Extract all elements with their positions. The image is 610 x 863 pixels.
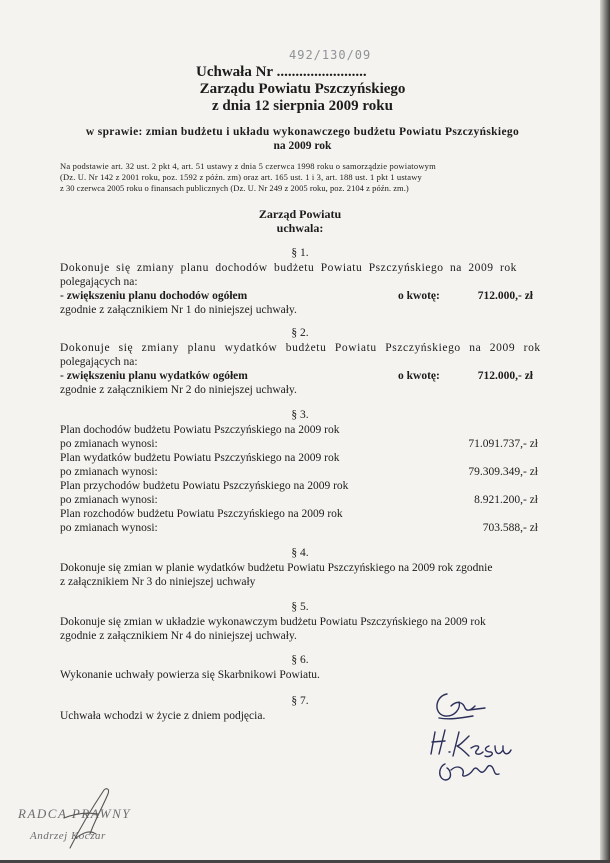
plan-row-value: 703.588,- zł bbox=[482, 522, 538, 534]
section-5-line2: zgodnie z załącznikiem Nr 4 do niniejszej uchwały. bbox=[60, 630, 297, 642]
section-1-line3: zgodnie z załącznikiem Nr 1 do niniejszej uchwały. bbox=[60, 304, 297, 316]
section-4-line2: z załącznikiem Nr 3 do niniejszej uchwały bbox=[60, 576, 256, 588]
section-5-line1: Dokonuje się zmian w układzie wykonawczym budżetu Powiatu Pszczyńskiego na 2009 rok bbox=[60, 616, 486, 628]
stamp-title: RADCA PRAWNY bbox=[18, 806, 131, 821]
stamp-name: Andrzej Koczar bbox=[30, 830, 106, 842]
section-6-line1: Wykonanie uchwały powierza się Skarbnikowi Powiatu. bbox=[60, 669, 320, 681]
resolves-heading: uchwala: bbox=[276, 221, 324, 235]
plan-row-sub: po zmianach wynosi: bbox=[60, 494, 158, 506]
plan-row-value: 79.309.349,- zł bbox=[468, 466, 538, 478]
section-5-mark: § 5. bbox=[291, 601, 309, 613]
plan-row-label: Plan przychodów budżetu Powiatu Pszczyńskiego na 2009 rok bbox=[60, 480, 349, 492]
plan-row-sub: po zmianach wynosi: bbox=[60, 466, 158, 478]
legal-basis-line3: z 30 czerwca 2005 roku o finansach publicznych (Dz. U. Nr 249 z 2005 roku, poz. 2104 z późn. zm.) bbox=[60, 183, 409, 193]
number-dots: ........................ bbox=[276, 64, 367, 80]
section-6-mark: § 6. bbox=[291, 654, 309, 666]
section-1-amount: 712.000,- zł bbox=[477, 290, 533, 302]
handwritten-signatures bbox=[425, 684, 515, 784]
resolution-label: Uchwała Nr bbox=[196, 64, 273, 80]
stamp-signature-scribble bbox=[40, 778, 120, 858]
legal-basis-line1: Na podstawie art. 32 ust. 2 pkt 4, art. 51 ustawy z dnia 5 czerwca 1998 roku o samorządzie powiatowym bbox=[60, 161, 436, 171]
plan-row-label: Plan wydatków budżetu Powiatu Pszczyńskiego na 2009 rok bbox=[60, 452, 340, 464]
board-heading: Zarząd Powiatu bbox=[258, 207, 342, 221]
section-7-mark: § 7. bbox=[291, 695, 309, 707]
handwritten-resolution-number: 492/130/09 bbox=[289, 48, 372, 62]
section-2-amount-label: o kwotę: bbox=[398, 370, 440, 382]
section-2-line1: Dokonuje się zmiany planu wydatków budżetu Powiatu Pszczyńskiego na 2009 rok bbox=[60, 342, 541, 354]
section-2-line3: zgodnie z załącznikiem Nr 2 do niniejszej uchwały. bbox=[60, 384, 297, 396]
section-1-mark: § 1. bbox=[291, 247, 309, 259]
section-4-line1: Dokonuje się zmian w planie wydatków budżetu Powiatu Pszczyńskiego na 2009 rok zgodnie bbox=[60, 562, 493, 574]
plan-row-sub: po zmianach wynosi: bbox=[60, 438, 158, 450]
section-4-mark: § 4. bbox=[291, 547, 309, 559]
plan-row-value: 8.921.200,- zł bbox=[474, 494, 538, 506]
resolution-date: z dnia 12 sierpnia 2009 roku bbox=[211, 98, 393, 114]
subject-line1: w sprawie: zmian budżetu i układu wykonawczego budżetu Powiatu Pszczyńskiego bbox=[85, 126, 520, 138]
section-1-line2: polegających na: bbox=[60, 276, 138, 288]
legal-basis-line2: (Dz. U. Nr 142 z 2001 roku, poz. 1592 z późn. zm) oraz art. 165 ust. 1 i 3, art. 188 ust. 1 pkt 1 ustawy bbox=[60, 172, 422, 182]
plan-row-value: 71.091.737,- zł bbox=[468, 438, 538, 450]
plan-row-label: Plan rozchodów budżetu Powiatu Pszczyńskiego na 2009 rok bbox=[60, 508, 343, 520]
section-1-amount-label: o kwotę: bbox=[398, 290, 440, 302]
section-3-mark: § 3. bbox=[291, 409, 309, 421]
subject-line2: na 2009 rok bbox=[273, 140, 332, 152]
section-2-mark: § 2. bbox=[291, 327, 309, 339]
plan-row-label: Plan dochodów budżetu Powiatu Pszczyńskiego na 2009 rok bbox=[60, 424, 340, 436]
plan-row-sub: po zmianach wynosi: bbox=[60, 522, 158, 534]
section-2-item: - zwiększeniu planu wydatków ogółem bbox=[60, 370, 248, 382]
section-2-amount: 712.000,- zł bbox=[477, 370, 533, 382]
scan-right-edge bbox=[600, 0, 610, 863]
resolution-title-line2: Zarządu Powiatu Pszczyńskiego bbox=[199, 81, 406, 97]
section-7-line1: Uchwała wchodzi w życie z dniem podjęcia. bbox=[60, 710, 266, 722]
section-1-item: - zwiększeniu planu dochodów ogółem bbox=[60, 290, 248, 302]
section-1-line1: Dokonuje się zmiany planu dochodów budżetu Powiatu Pszczyńskiego na 2009 rok bbox=[60, 262, 517, 274]
section-2-line2: polegających na: bbox=[60, 356, 138, 368]
resolution-title-line1 bbox=[196, 64, 367, 81]
